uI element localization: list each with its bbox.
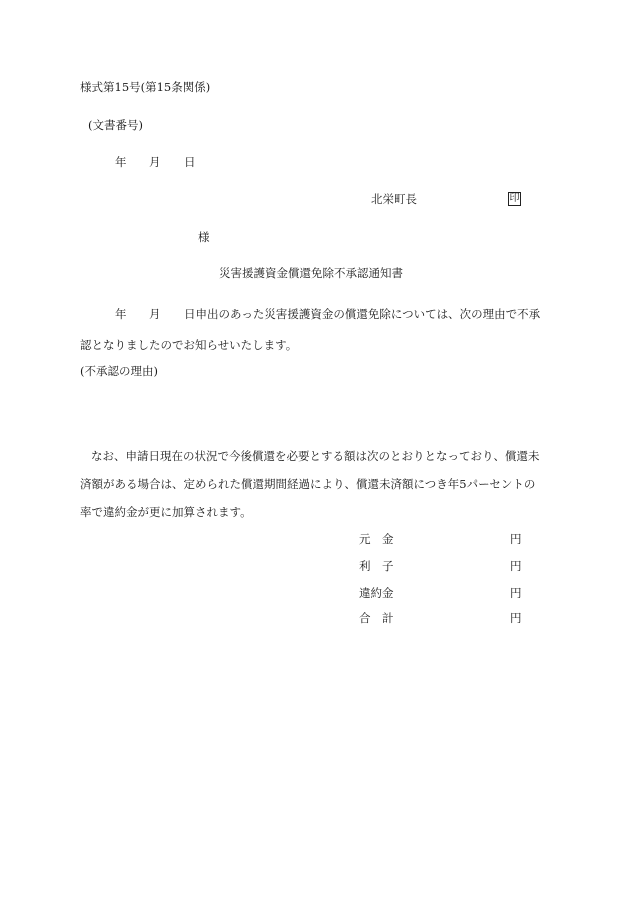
addressee-honorific: 様: [198, 230, 210, 244]
document-title: 災害援護資金償還免除不承認通知書: [219, 266, 403, 280]
amount-unit: 円: [510, 586, 522, 600]
form-number: 様式第15号(第15条関係): [80, 80, 211, 94]
body-month: 月: [149, 307, 161, 321]
amount-label: 利 子: [359, 559, 394, 573]
date-month: 月: [149, 155, 161, 169]
amount-label: 元 金: [359, 532, 394, 546]
amount-unit: 円: [510, 611, 522, 625]
amount-unit: 円: [510, 559, 522, 573]
issuer-title: 北栄町長: [371, 192, 417, 206]
seal-label: 印: [509, 193, 520, 204]
amount-unit: 円: [510, 532, 522, 546]
date-year: 年: [115, 155, 127, 169]
amount-label: 違約金: [359, 586, 394, 600]
body-year: 年: [115, 307, 127, 321]
notice-line-2: 済額がある場合は、定められた償還期間経過により、償還未済額につき年5パーセントの: [80, 477, 536, 491]
body-line-1: 日申出のあった災害援護資金の償還免除については、次の理由で不承: [184, 307, 541, 321]
reason-label: (不承認の理由): [80, 364, 158, 378]
date-day: 日: [184, 155, 196, 169]
document-number: (文書番号): [88, 118, 143, 132]
seal-mark: [508, 192, 521, 206]
notice-line-1: なお、申請日現在の状況で今後償還を必要とする額は次のとおりとなっており、償還未: [91, 449, 540, 463]
body-line-2: 認となりましたのでお知らせいたします。: [80, 338, 298, 352]
notice-line-3: 率で違約金が更に加算されます。: [80, 505, 252, 519]
amount-label: 合 計: [359, 611, 394, 625]
